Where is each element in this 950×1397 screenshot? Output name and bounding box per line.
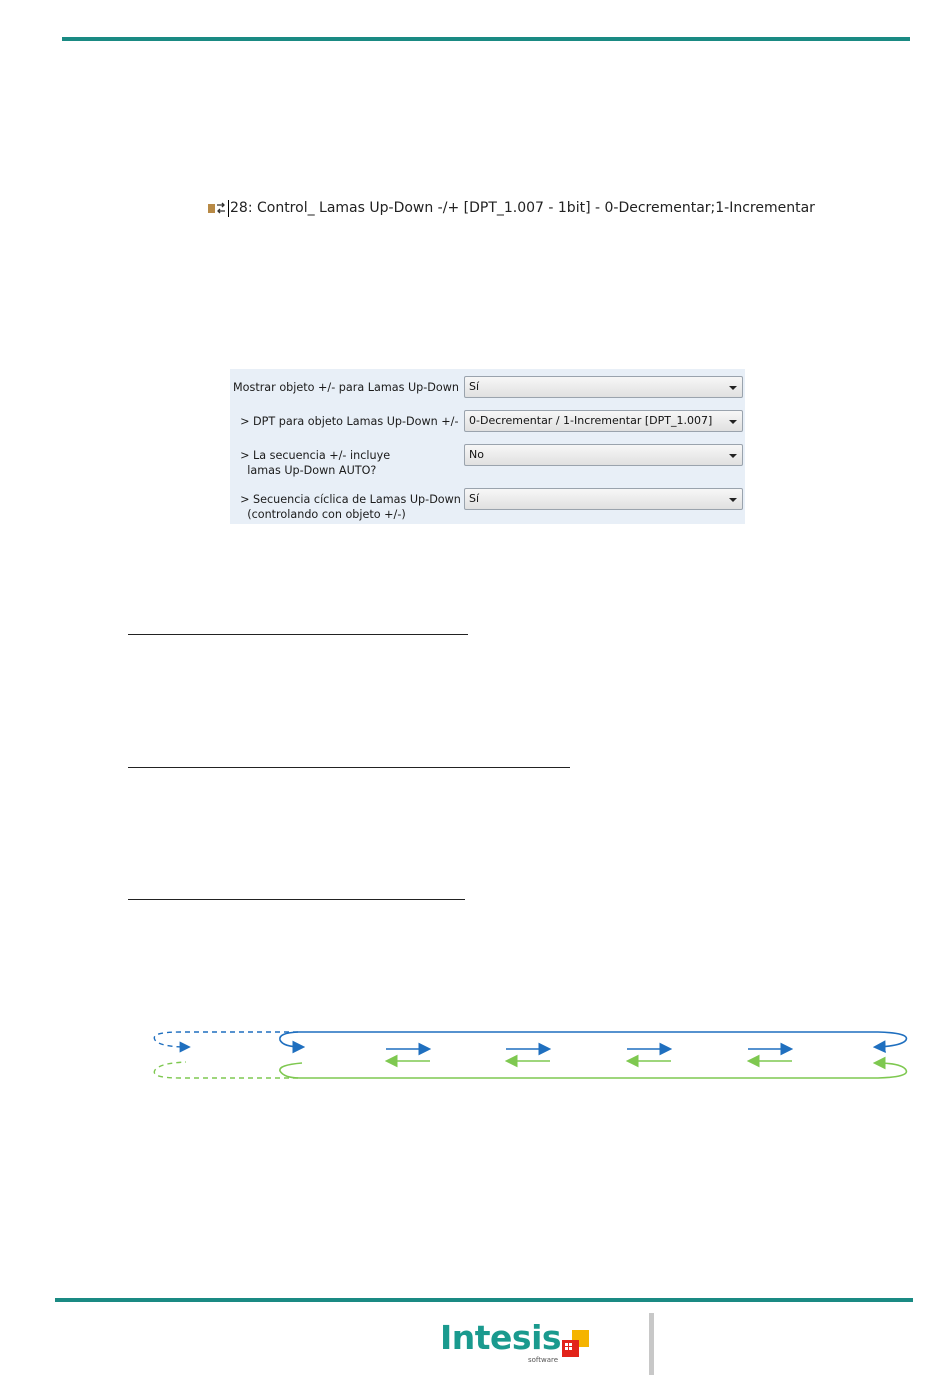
dashed-up-loop (154, 1032, 298, 1047)
select-value: Sí (469, 492, 480, 505)
dropdown-caret-icon (729, 420, 737, 424)
communication-object-line (208, 198, 815, 218)
header-rule (62, 37, 910, 41)
logo-subtext: software (528, 1356, 559, 1364)
up-left-return (280, 1032, 302, 1047)
up-track (298, 1032, 906, 1047)
param-label: > Secuencia cíclica de Lamas Up-Down (controlando con objeto +/-) (240, 493, 461, 521)
down-track (280, 1063, 907, 1078)
dropdown-caret-icon (729, 454, 737, 458)
knx-object-icon (208, 201, 226, 215)
logo-text: Intesis (440, 1318, 562, 1357)
footer-rule (55, 1298, 913, 1302)
param-label: > DPT para objeto Lamas Up-Down +/- (233, 415, 459, 428)
parameter-panel (230, 369, 745, 524)
select-value: No (469, 448, 484, 461)
object-line-text: 28: Control_ Lamas Up-Down -/+ [DPT_1.007 - 1bit] - 0-Decrementar;1-Incrementar (230, 200, 815, 216)
dropdown-caret-icon (729, 386, 737, 390)
step-arrows (386, 1049, 792, 1061)
cyclic-sequence-select[interactable] (464, 488, 743, 510)
show-object-select[interactable] (464, 376, 743, 398)
section-underline (128, 767, 570, 768)
logo-mark-icon (562, 1330, 590, 1360)
param-label: Mostrar objeto +/- para Lamas Up-Down (233, 381, 460, 394)
param-label: > La secuencia +/- incluye lamas Up-Down AUTO? (240, 449, 391, 477)
include-auto-select[interactable] (464, 444, 743, 466)
section-underline (128, 899, 465, 900)
select-value: 0-Decrementar / 1-Incrementar [DPT_1.007] (469, 414, 713, 427)
footer-divider (649, 1313, 654, 1375)
section-underline (128, 634, 468, 635)
select-value: Sí (469, 380, 480, 393)
cyclic-sequence-diagram (150, 1025, 915, 1085)
text-cursor (228, 200, 229, 217)
dropdown-caret-icon (729, 498, 737, 502)
dpt-select[interactable] (464, 410, 743, 432)
dashed-down-loop (154, 1062, 298, 1078)
